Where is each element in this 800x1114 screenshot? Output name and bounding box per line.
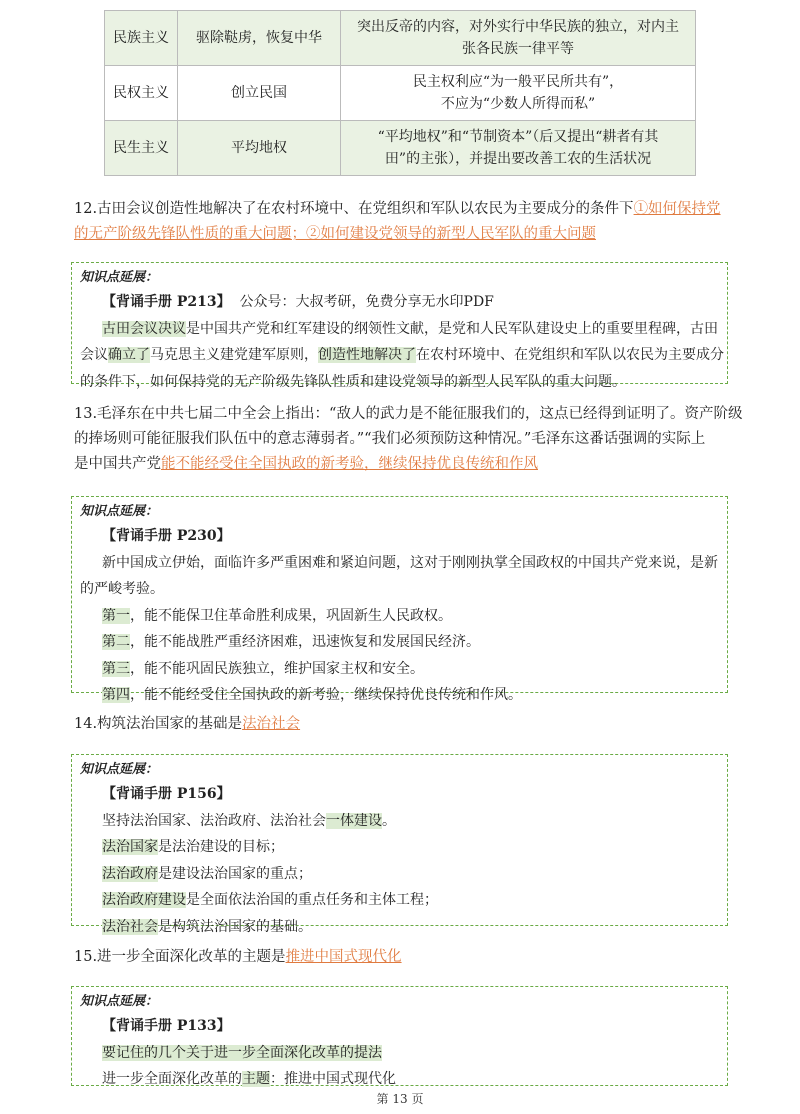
table-cell: 民族主义 bbox=[105, 11, 178, 66]
question-12: 12.古田会议创造性地解决了在农村环境中、在党组织和军队以农民为主要成分的条件下①如何保持党的无产阶级先锋队性质的重大问题；②如何建设党领导的新型人民军队的重大问题 bbox=[74, 201, 721, 242]
box-title: 知识点延展： bbox=[80, 504, 159, 519]
table-cell: 驱除鞑虏，恢复中华 bbox=[178, 11, 341, 66]
table-cell: “平均地权”和“节制资本”（后又提出“耕者有其 田”的主张），并提出要改善工农的生活状况 bbox=[341, 121, 696, 176]
answer-link[interactable]: 能不能经受住全国执政的新考验，继续保持优良传统和作风 bbox=[161, 456, 538, 472]
list-item: 第二，能不能战胜严重经济困难，迅速恢复和发展国民经济。 bbox=[102, 634, 480, 650]
answer-link[interactable]: 法治社会 bbox=[242, 716, 301, 732]
reference-tag: 【背诵手册 P230】 bbox=[102, 528, 231, 544]
table-cell: 平均地权 bbox=[178, 121, 341, 176]
box-title: 知识点延展： bbox=[80, 270, 159, 285]
reference-tag: 【背诵手册 P213】 bbox=[102, 294, 231, 310]
table-cell: 民生主义 bbox=[105, 121, 178, 176]
box-title: 知识点延展： bbox=[80, 762, 159, 777]
list-item: 法治政府是建设法治国家的重点； bbox=[102, 865, 312, 882]
list-item: 第三，能不能巩固民族独立，维护国家主权和安全。 bbox=[102, 660, 424, 677]
reference-tag: 【背诵手册 P133】 bbox=[102, 1018, 231, 1034]
three-principles-table bbox=[104, 10, 696, 176]
question-14: 14.构筑法治国家的基础是法治社会 bbox=[74, 716, 301, 732]
table-cell: 突出反帝的内容，对外实行中华民族的独立，对内主 张各民族一律平等 bbox=[341, 11, 696, 66]
knowledge-box-1: 知识点延展： 【背诵手册 P213】 公众号：大叔考研，免费分享无水印PDF 古田会议决议是中国共产党和红军建设的纲领性文献，是党和人民军队建设史上的重要里程碑，古田 会议确立了马克思主义建党建军原则，创造性地解决了在农村环境中、在党组织和军队以农民为主要成分 的条件下，如何保持党的无产阶级先锋队性质和建设党领导的新型人民军队的重大问题。 bbox=[71, 262, 728, 384]
table-row bbox=[105, 66, 696, 121]
table-cell: 民权主义 bbox=[105, 66, 178, 121]
reference-note: 公众号：大叔考研，免费分享无水印PDF bbox=[239, 294, 494, 310]
list-item: 第四，能不能经受住全国执政的新考验，继续保持优良传统和作风。 bbox=[102, 687, 522, 703]
question-13: 13.毛泽东在中共七届二中全会上指出：“敌人的武力是不能征服我们的，这点已经得到证明了。资产阶级 的捧场则可能征服我们队伍中的意志薄弱者。”“我们必须预防这种情况。”毛泽东这番话强调的实际上 是中国共产党能不能经受住全国执政的新考验，继续保持优良传统和作风 bbox=[74, 406, 743, 472]
table-cell: 创立民国 bbox=[178, 66, 341, 121]
reference-tag: 【背诵手册 P156】 bbox=[102, 786, 231, 802]
answer-link[interactable]: 推进中国式现代化 bbox=[285, 949, 402, 965]
list-item: 法治政府建设是全面依法治国的重点任务和主体工程； bbox=[102, 892, 438, 908]
knowledge-box-2: 知识点延展： 【背诵手册 P230】 新中国成立伊始，面临许多严重困难和紧迫问题，这对于刚刚执掌全国政权的中国共产党来说，是新 的严峻考验。 第一，能不能保卫住革命胜利成果，巩固新生人民政权。 第二，能不能战胜严重经济困难，迅速恢复和发展国民经济。 第三，能不能巩固民族独立，维护国家主权和安全。 第四，能不能经受住全国执政的新考验，继续保持优良传统和作风。 bbox=[71, 496, 728, 693]
knowledge-box-4: 知识点延展： 【背诵手册 P133】 要记住的几个关于进一步全面深化改革的提法 进一步全面深化改革的主题：推进中国式现代化 bbox=[71, 986, 728, 1086]
table-row bbox=[105, 11, 696, 66]
answer-link[interactable]: ①如何保持党的无产阶级先锋队性质的重大问题；②如何建设党领导的新型人民军队的重大问题 bbox=[74, 201, 721, 242]
box-title: 知识点延展： bbox=[80, 994, 159, 1009]
page-number: 第 13 页 bbox=[376, 1092, 424, 1106]
list-item: 法治社会是构筑法治国家的基础。 bbox=[102, 918, 312, 935]
knowledge-box-3: 知识点延展： 【背诵手册 P156】 坚持法治国家、法治政府、法治社会一体建设。 法治国家是法治建设的目标； 法治政府是建设法治国家的重点； 法治政府建设是全面依法治国的重点任务和主体工程； 法治社会是构筑法治国家的基础。 bbox=[71, 754, 728, 926]
table-cell: 民主权利应“为一般平民所共有”， 不应为“少数人所得而私” bbox=[341, 66, 696, 121]
table-row bbox=[105, 121, 696, 176]
list-item: 法治国家是法治建设的目标； bbox=[102, 839, 284, 855]
question-15: 15.进一步全面深化改革的主题是推进中国式现代化 bbox=[74, 949, 402, 965]
list-item: 第一，能不能保卫住革命胜利成果，巩固新生人民政权。 bbox=[102, 607, 452, 624]
